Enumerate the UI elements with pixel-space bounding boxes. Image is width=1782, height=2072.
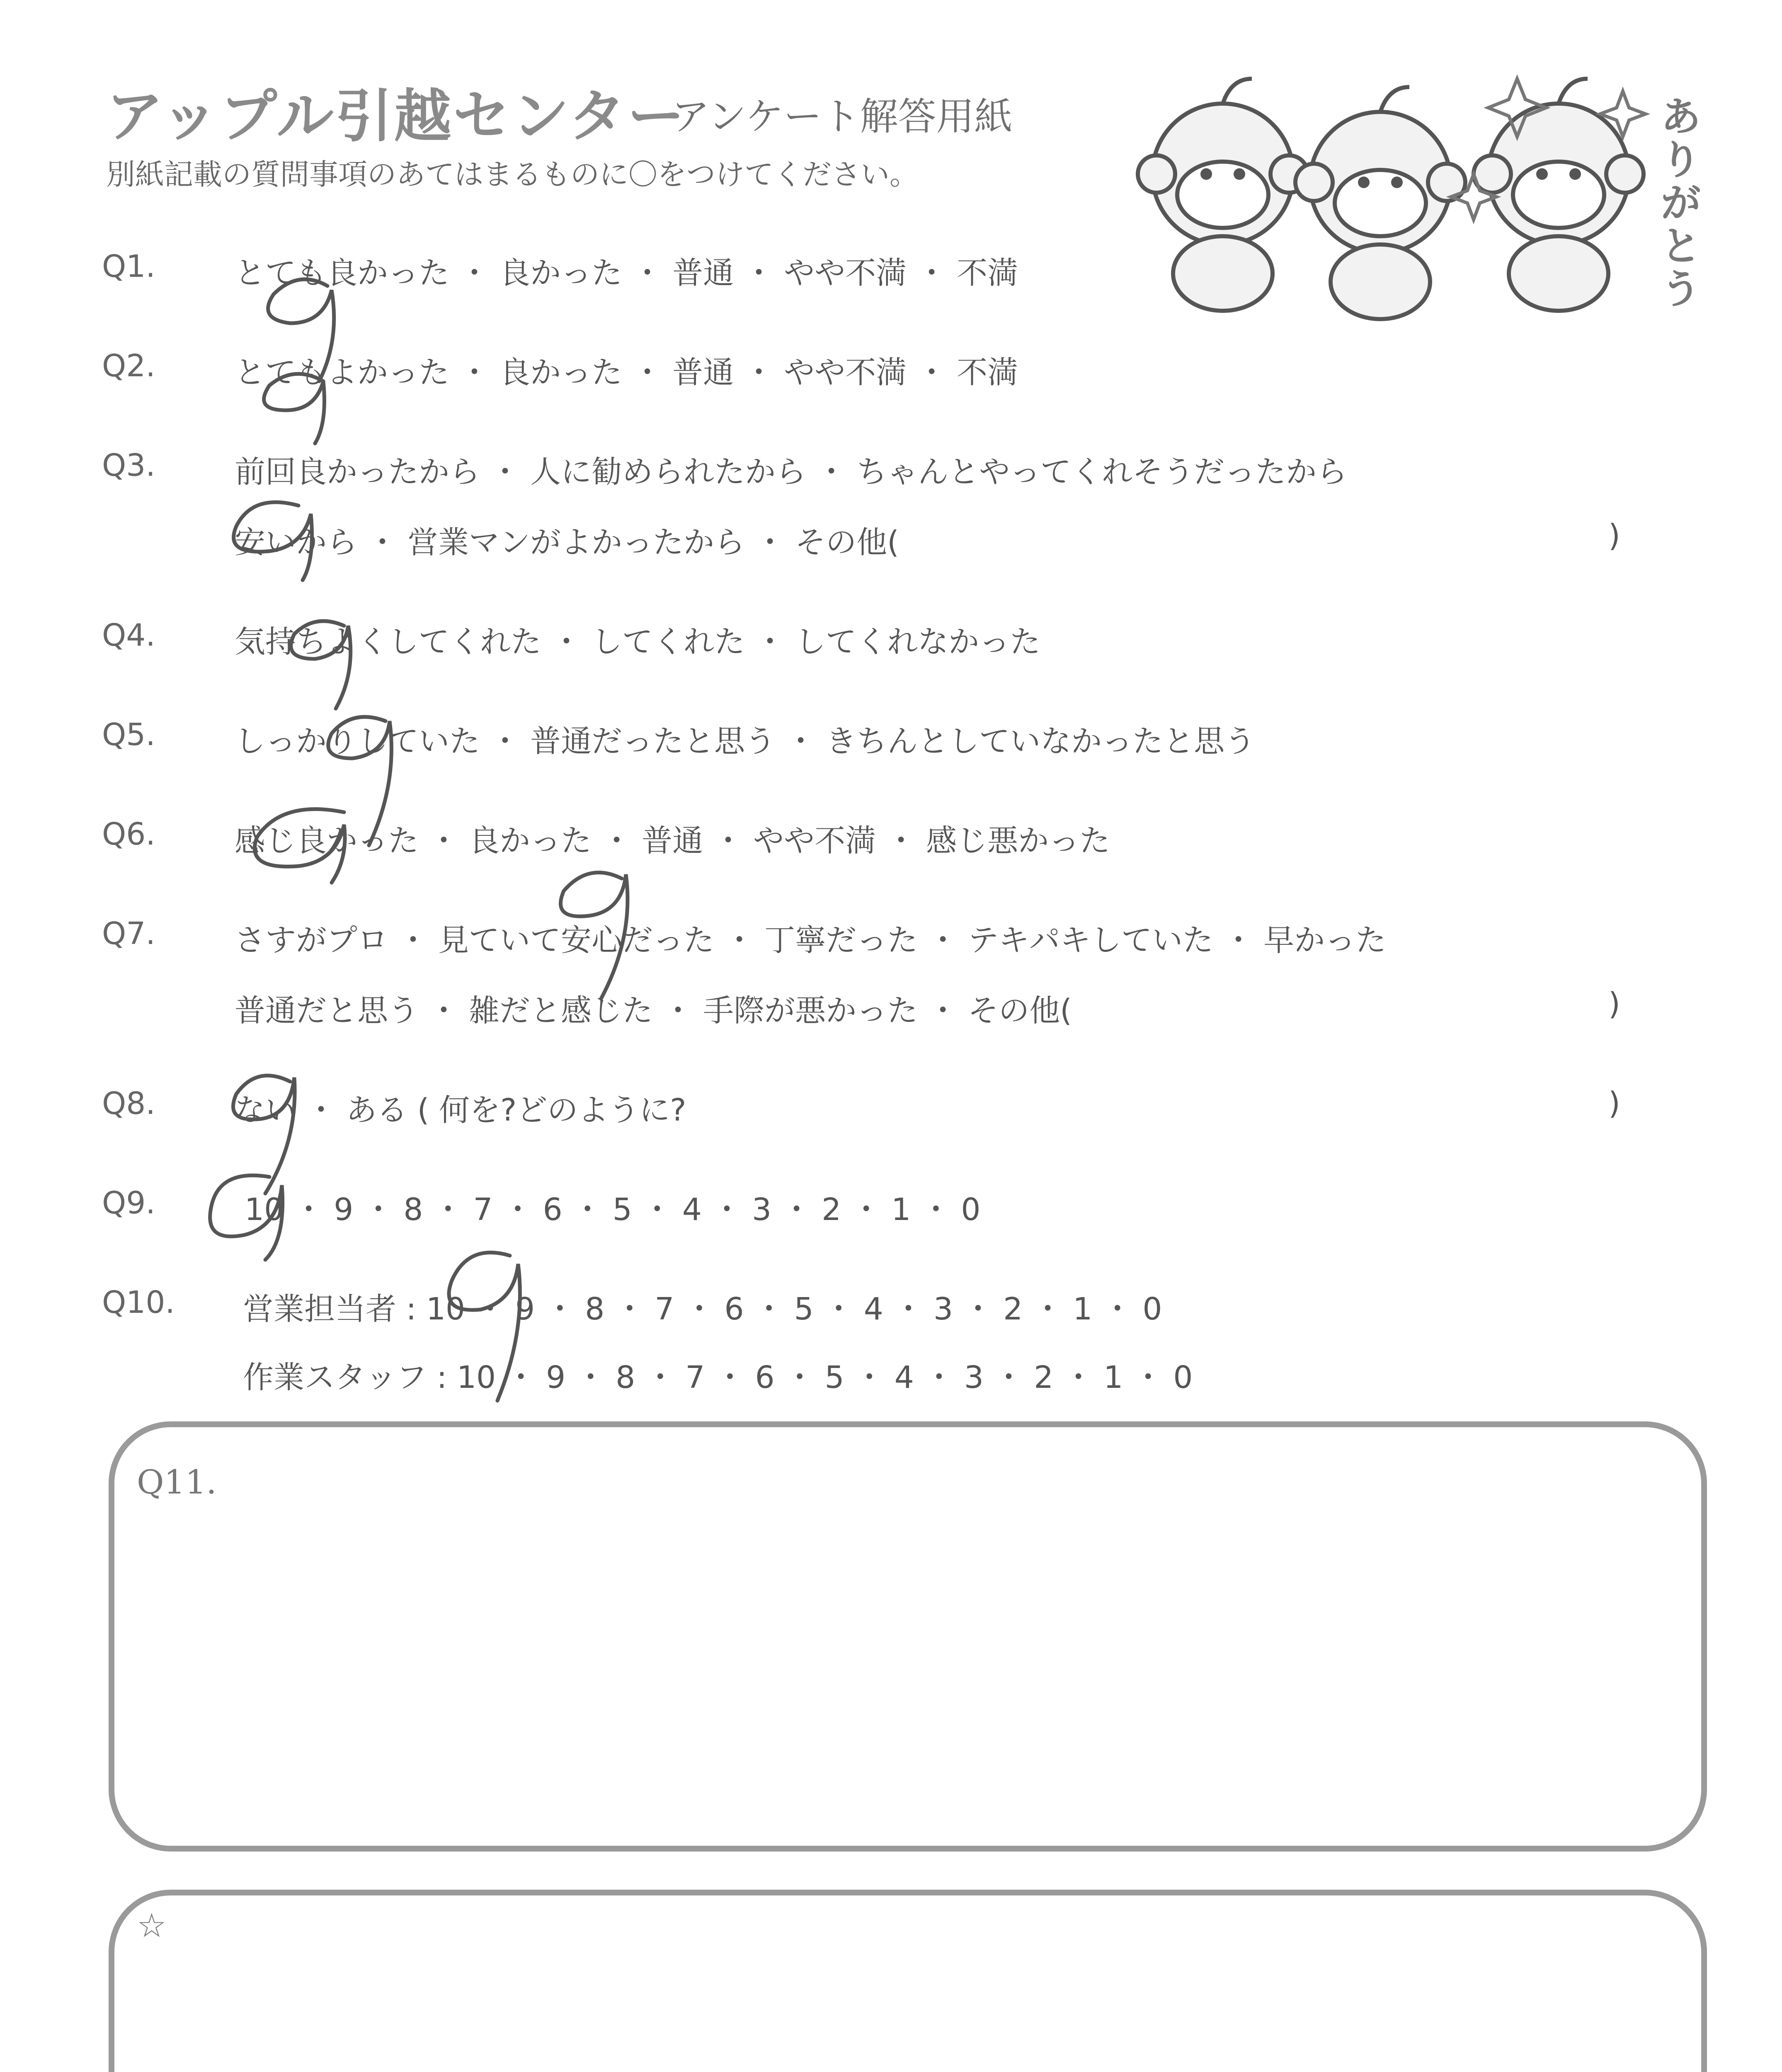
pencil-mark-q4 [291,621,351,709]
survey-instruction: 別紙記載の質問事項のあてはまるものに〇をつけてください。 [106,157,919,191]
survey-title: アップル引越センター [106,83,686,150]
question-label-q1: Q1. [102,249,155,284]
question-label-q3: Q3. [102,448,155,483]
question-options-q3-line1: 前回良かったから ・ 人に勧められたから ・ ちゃんとやってくれそうだったから [235,454,1348,490]
question-label-q6: Q6. [102,816,155,852]
survey-subtitle: アンケート解答用紙 [672,94,1013,139]
star-icon: ☆ [137,1906,167,1945]
question-options-q3-line2: 安いから ・ 営業マンがよかったから ・ その他( [235,525,899,560]
question-options-q1: とても良かった ・ 良かった ・ 普通 ・ やや不満 ・ 不満 [235,255,1018,291]
question-label-q8: Q8. [102,1086,155,1121]
question-options-q7-line1: さすがプロ ・ 見ていて安心だった ・ 丁寧だった ・ テキパキしていた ・ 早かった [235,922,1387,958]
q11-comment-box [109,1421,1707,1852]
close-paren-q3: ) [1608,518,1620,554]
pencil-mark-q1 [268,279,334,381]
question-options-q2: とてもよかった ・ 良かった ・ 普通 ・ やや不満 ・ 不満 [235,355,1018,390]
question-options-q5: しっかりしていた ・ 普通だったと思う ・ きちんとしていなかったと思う [235,724,1256,759]
question-options-q9: 10 ・ 9 ・ 8 ・ 7 ・ 6 ・ 5 ・ 4 ・ 3 ・ 2 ・ 1 ・ 0 [245,1192,981,1227]
pencil-mark-q2 [264,374,325,443]
pencil-mark-q6 [255,809,345,883]
pencil-mark-q9 [210,1175,283,1260]
question-label-q10: Q10. [102,1285,175,1320]
pencil-mark-q5 [328,717,392,845]
question-options-q7-line2: 普通だと思う ・ 雑だと感じた ・ 手際が悪かった ・ その他( [235,993,1072,1029]
question-options-q8: ない ・ ある ( 何を?どのように? [235,1092,686,1128]
question-options-q6: 感じ良かった ・ 良かった ・ 普通 ・ やや不満 ・ 感じ悪かった [235,823,1110,859]
close-paren-q8: ) [1608,1086,1620,1121]
free-comment-box [109,1890,1707,2072]
pencil-mark-q7 [561,872,628,999]
question-label-q2: Q2. [102,348,155,384]
question-options-q4: 気持ちよくしてくれた ・ してくれた ・ してくれなかった [235,624,1041,660]
pencil-mark-q3 [234,502,312,580]
question-label-q5: Q5. [102,717,155,753]
pencil-mark-q10 [449,1253,520,1401]
q11-label: Q11. [137,1463,217,1501]
question-label-q7: Q7. [102,916,155,951]
question-label-q9: Q9. [102,1185,155,1221]
question-options-q10-sales: 営業担当者 : 10 ・ 9 ・ 8 ・ 7 ・ 6 ・ 5 ・ 4 ・ 3 ・ 2 ・ 1 ・ 0 [243,1291,1162,1327]
thank-you-badge: ありがとう [1661,94,1701,312]
close-paren-q7: ) [1608,986,1620,1022]
question-label-q4: Q4. [102,617,155,653]
question-options-q10-staff: 作業スタッフ : 10 ・ 9 ・ 8 ・ 7 ・ 6 ・ 5 ・ 4 ・ 3 ・ 2 ・ 1 ・ 0 [243,1360,1193,1395]
